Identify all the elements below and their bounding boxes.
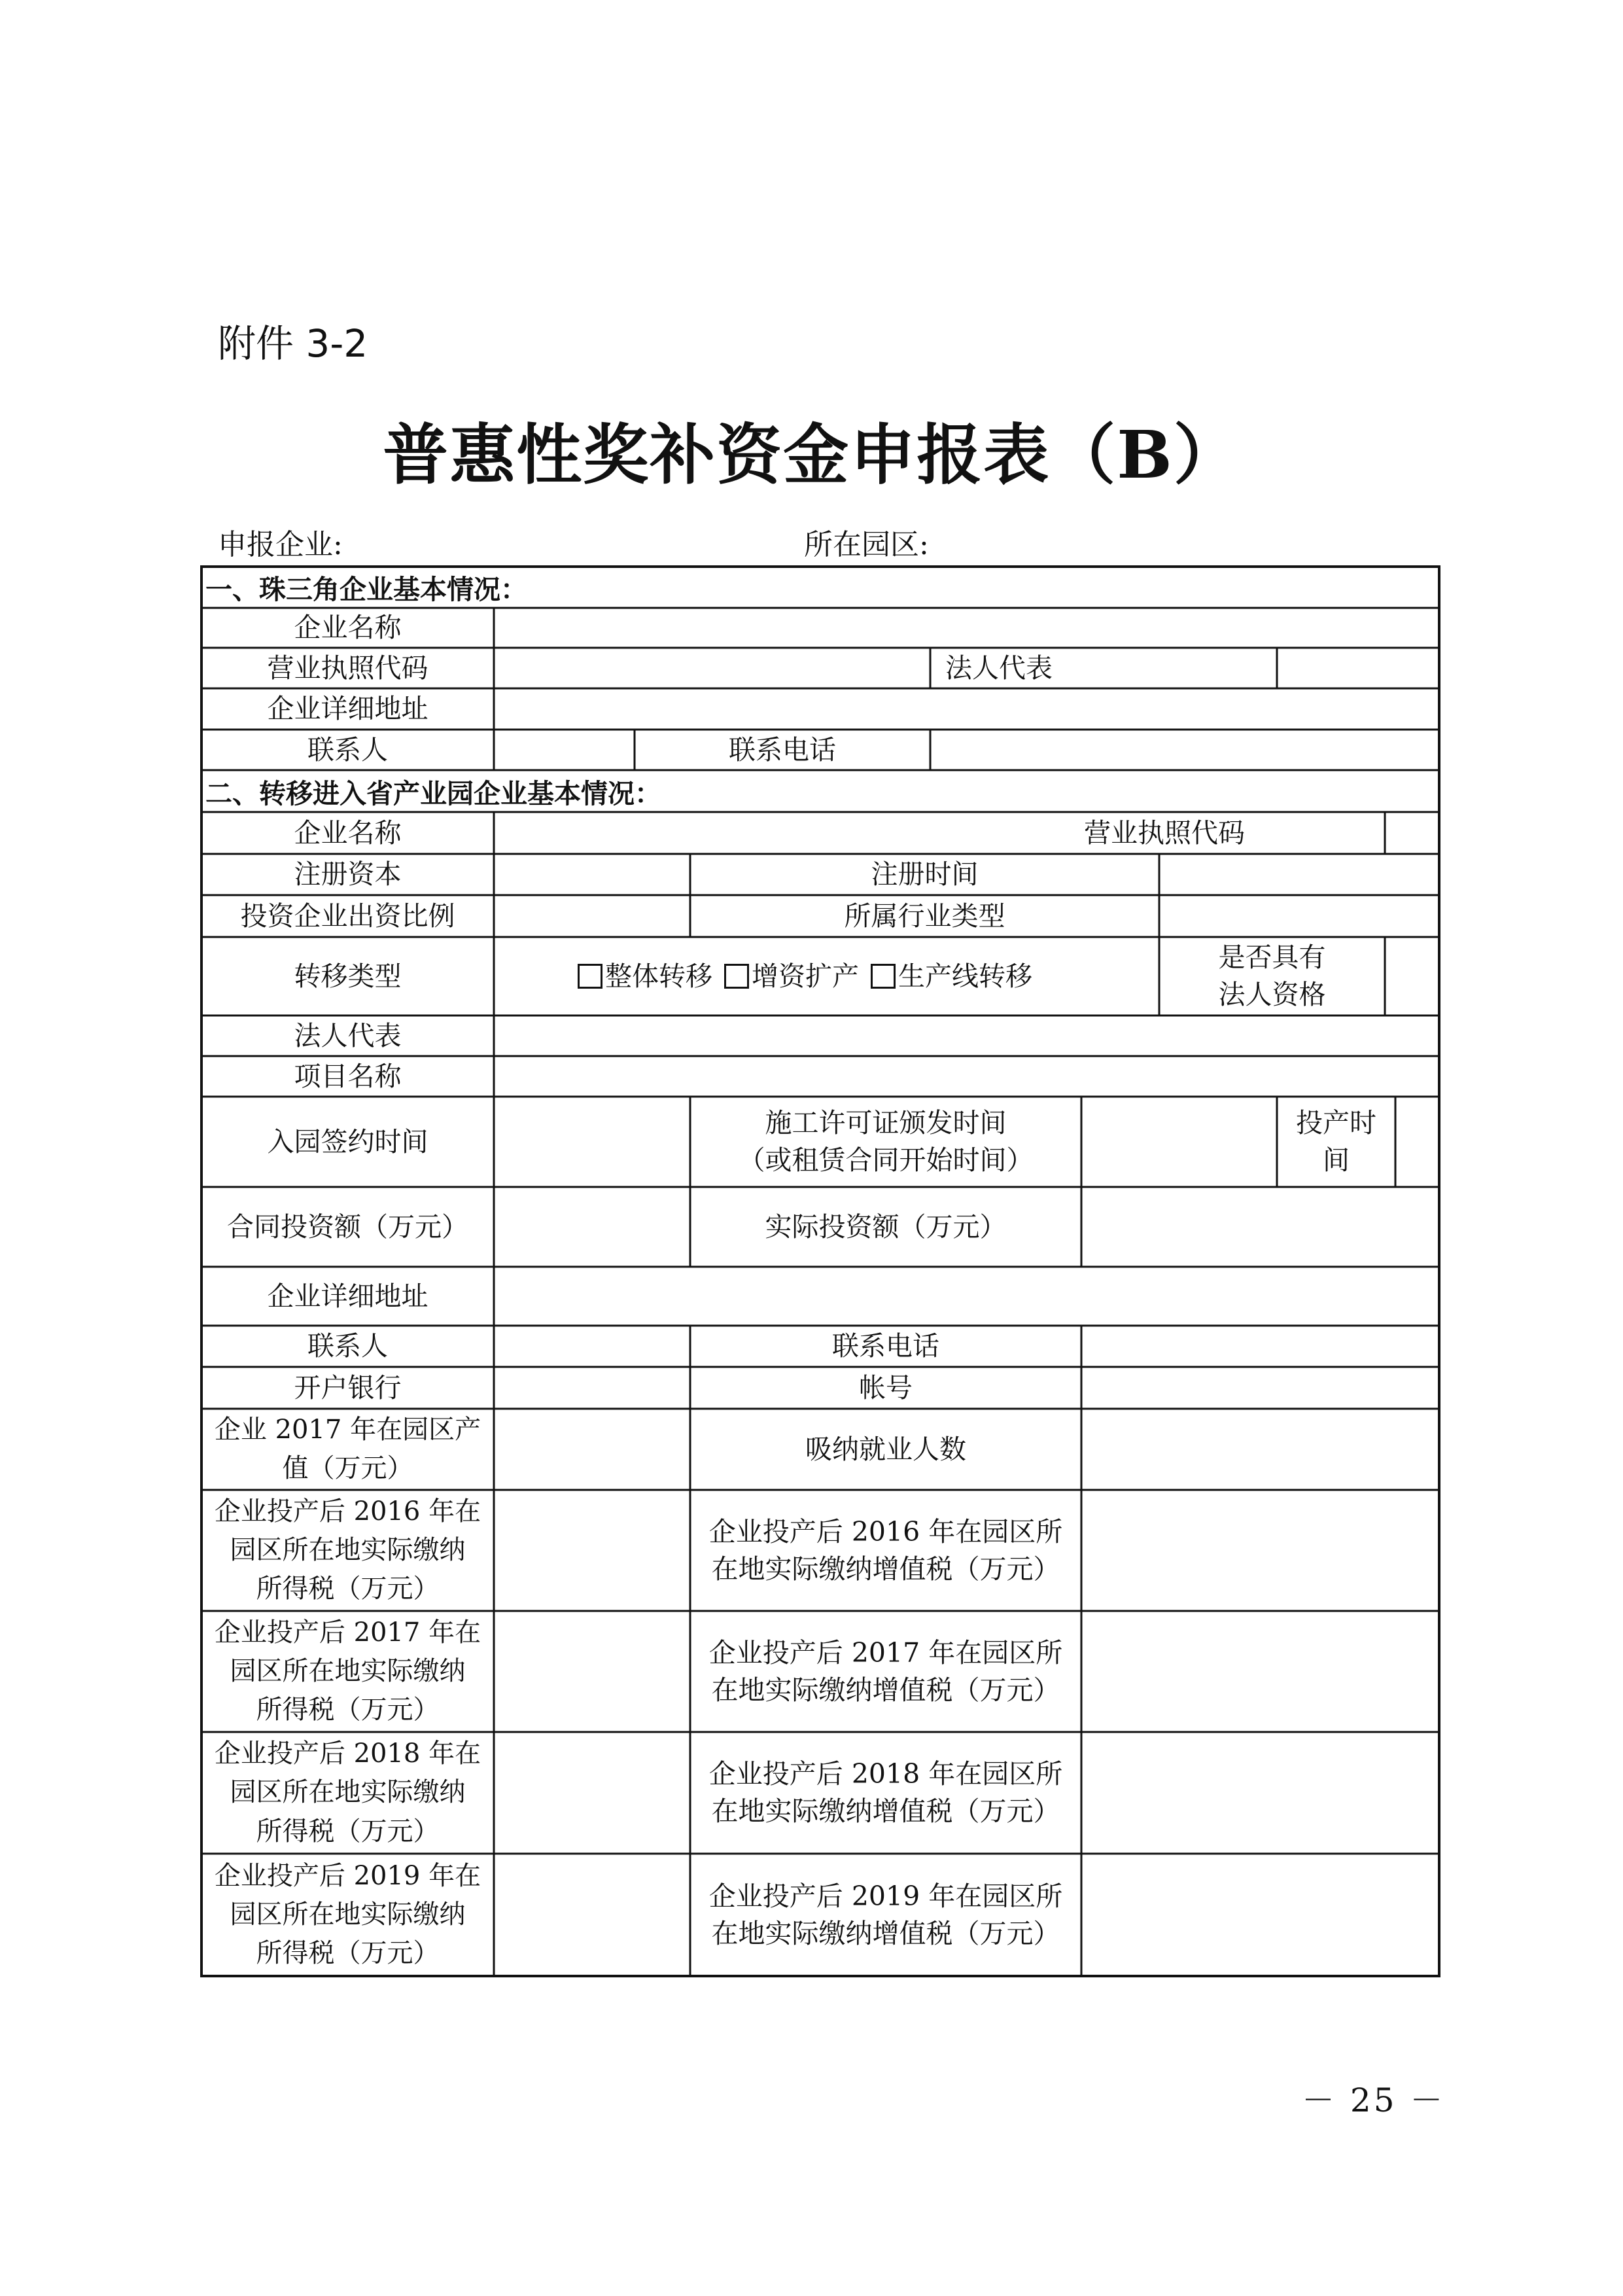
s1-phone-label: 联系电话 [729,733,836,766]
checkbox-icon[interactable] [871,964,896,989]
income-tax-2016-field[interactable] [494,1490,690,1611]
vat-line: 在地实际缴纳增值税（万元） [711,1553,1060,1585]
s1-address-field[interactable] [494,688,1439,730]
s2-sign-time-label: 入园签约时间 [267,1125,428,1157]
option-capacity-expansion[interactable] [712,958,859,995]
s2-invest-ratio-field[interactable] [494,895,690,937]
vat-line: 在地实际缴纳增值税（万元） [711,1795,1060,1827]
section1-heading: 一、珠三角企业基本情况： [205,574,527,605]
vat-line: 企业投产后 2016 年在园区所 [708,1515,1063,1547]
s2-address-field[interactable] [494,1267,1439,1326]
attachment-label: 附件 3-2 [218,321,368,366]
tax-line: 企业投产后 2016 年在 [214,1496,481,1527]
vat-line: 企业投产后 2017 年在园区所 [708,1636,1063,1669]
income-tax-2019-field[interactable] [494,1854,690,1976]
s2-production-time-label [1277,1097,1395,1187]
vat-2016-field[interactable] [1081,1490,1439,1611]
s1-contact-field[interactable] [494,730,635,770]
option-whole-transfer[interactable] [566,958,712,995]
s2-reg-capital-label: 注册资本 [294,858,402,891]
section2-heading: 二、转移进入省产业园企业基本情况： [205,777,661,809]
s1-license-code-field[interactable] [494,648,930,688]
s2-company-name-field[interactable] [494,812,971,854]
s2-contract-inv-label: 合同投资额（万元） [227,1210,468,1243]
s2-reg-time-field[interactable] [1159,854,1439,895]
vat-2018-label [690,1732,1081,1854]
tax-line: 园区所在地实际缴纳 [230,1777,466,1808]
income-tax-2019-label [201,1854,494,1976]
tax-line: 所得税（万元） [256,1938,440,1969]
tax-line: 企业投产后 2019 年在 [214,1860,481,1891]
s2-permit-label [690,1097,1081,1187]
s2-legal-rep-field[interactable] [494,1016,1439,1056]
s1-phone-field[interactable] [930,730,1439,770]
s2-contact-field[interactable] [494,1326,690,1367]
s2-employment-label: 吸纳就业人数 [805,1433,966,1465]
s1-company-name-label: 企业名称 [294,612,402,644]
s2-invest-ratio-label: 投资企业出资比例 [240,900,455,932]
s2-industry-field[interactable] [1159,895,1439,937]
income-tax-2017-label [201,1611,494,1732]
s2-project-name-field[interactable] [494,1056,1439,1097]
s1-company-name-field[interactable] [494,608,1439,648]
checkbox-icon[interactable] [578,964,602,989]
s2-legal-person-label [1159,937,1385,1016]
output-line2: 值（万元） [282,1453,413,1483]
s1-legal-rep-field[interactable] [1277,648,1439,688]
legal-person-line2: 法人资格 [1218,979,1326,1010]
s2-actual-inv-field[interactable] [1081,1187,1439,1267]
option-label: 整体转移 [605,960,712,992]
s2-legal-rep-label: 法人代表 [294,1019,402,1051]
tax-line: 园区所在地实际缴纳 [230,1534,466,1565]
s2-output-field[interactable] [494,1409,690,1490]
page-number: － 25 － [1302,2081,1446,2119]
s1-legal-rep-label: 法人代表 [945,652,1053,684]
s2-transfer-type-options [494,937,1159,1016]
tax-line: 所得税（万元） [256,1695,440,1725]
income-tax-2018-field[interactable] [494,1732,690,1854]
permit-line2: （或租赁合同开始时间） [738,1144,1034,1176]
option-line-transfer[interactable] [859,958,1032,995]
applicant-label: 申报企业: [218,528,343,561]
s2-employment-field[interactable] [1081,1409,1439,1490]
s1-contact-label: 联系人 [307,733,388,766]
s2-phone-field[interactable] [1081,1326,1439,1367]
tax-line: 所得税（万元） [256,1816,440,1846]
vat-2016-label [690,1490,1081,1611]
vat-2017-label [690,1611,1081,1732]
vat-line: 企业投产后 2019 年在园区所 [708,1880,1063,1912]
tax-line: 企业投产后 2018 年在 [214,1739,481,1769]
s2-license-code-field[interactable] [1385,812,1439,854]
production-line2: 间 [1323,1144,1350,1176]
vat-line: 企业投产后 2018 年在园区所 [708,1758,1063,1790]
s2-actual-inv-label: 实际投资额（万元） [765,1210,1007,1243]
s2-reg-time-label: 注册时间 [871,858,979,891]
s2-legal-person-field[interactable] [1385,937,1439,1016]
s2-transfer-type-label: 转移类型 [294,960,402,992]
s2-phone-label: 联系电话 [832,1330,939,1362]
s2-contract-inv-field[interactable] [494,1187,690,1267]
s2-bank-label: 开户银行 [294,1371,402,1404]
income-tax-2017-field[interactable] [494,1611,690,1732]
form-title: 普惠性奖补资金申报表（B） [383,416,1240,493]
option-label: 生产线转移 [898,960,1032,992]
production-line1: 投产时 [1296,1107,1376,1139]
park-label: 所在园区: [804,528,929,561]
option-label: 增资扩产 [752,960,859,992]
s2-output-label [201,1409,494,1490]
tax-line: 企业投产后 2017 年在 [214,1617,481,1648]
s2-reg-capital-field[interactable] [494,854,690,895]
s1-address-label: 企业详细地址 [267,693,428,725]
vat-line: 在地实际缴纳增值税（万元） [711,1674,1060,1706]
s2-account-label: 帐号 [859,1371,913,1404]
s2-project-name-label: 项目名称 [294,1060,402,1092]
vat-line: 在地实际缴纳增值税（万元） [711,1917,1060,1949]
tax-line: 所得税（万元） [256,1574,440,1604]
vat-2019-label [690,1854,1081,1976]
output-line1: 企业 2017 年在园区产 [214,1414,481,1445]
checkbox-icon[interactable] [724,964,749,989]
s2-sign-time-field[interactable] [494,1097,690,1187]
vat-2019-field[interactable] [1081,1854,1439,1976]
s2-license-code-label: 营业执照代码 [1084,817,1245,849]
income-tax-2016-label [201,1490,494,1611]
income-tax-2018-label [201,1732,494,1854]
s1-license-code-label: 营业执照代码 [267,652,428,684]
s2-industry-label: 所属行业类型 [844,900,1005,932]
vat-2017-field[interactable] [1081,1611,1439,1732]
s2-production-time-field[interactable] [1395,1097,1439,1187]
s2-contact-label: 联系人 [307,1330,388,1362]
s2-permit-field[interactable] [1081,1097,1277,1187]
tax-line: 园区所在地实际缴纳 [230,1899,466,1930]
s2-bank-field[interactable] [494,1367,690,1409]
s2-address-label: 企业详细地址 [267,1280,428,1312]
tax-line: 园区所在地实际缴纳 [230,1655,466,1686]
s2-account-field[interactable] [1081,1367,1439,1409]
legal-person-line1: 是否具有 [1218,942,1326,974]
permit-line1: 施工许可证颁发时间 [765,1107,1007,1139]
vat-2018-field[interactable] [1081,1732,1439,1854]
s2-company-name-label: 企业名称 [294,817,402,849]
